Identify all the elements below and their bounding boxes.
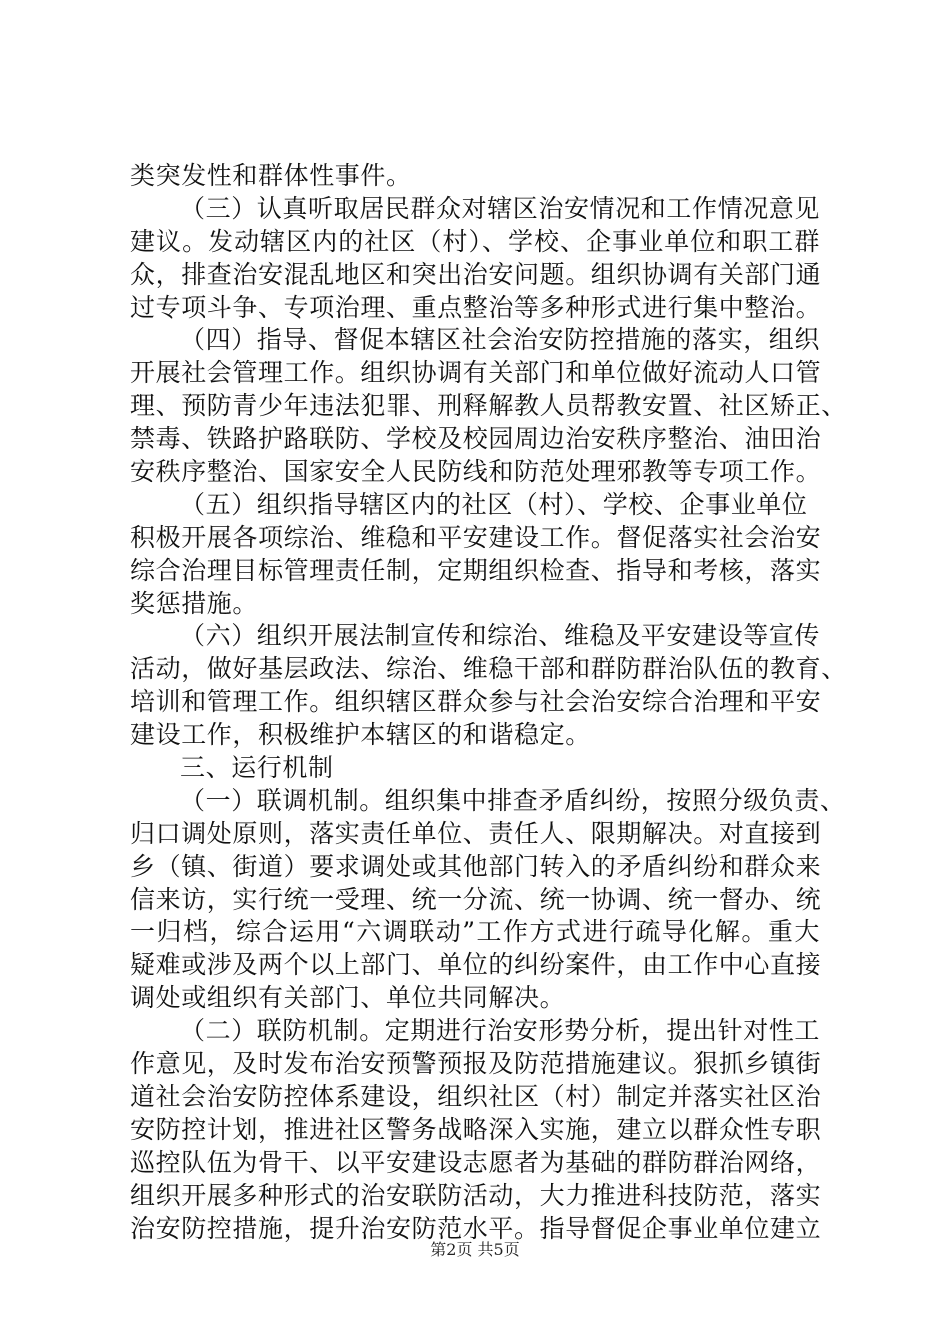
- text-line: 乡（镇、街道）要求调处或其他部门转入的矛盾纠纷和群众来: [130, 851, 822, 881]
- text-line: 安秩序整治、国家安全人民防线和防范处理邪教等专项工作。: [130, 457, 822, 487]
- document-body: [130, 160, 847, 1245]
- text-line: 疑难或涉及两个以上部门、单位的纠纷案件，由工作中心直接: [130, 950, 822, 980]
- text-line: 理、预防青少年违法犯罪、刑释解教人员帮教安置、社区矫正、: [130, 391, 847, 421]
- text-line: 开展社会管理工作。组织协调有关部门和单位做好流动人口管: [130, 358, 822, 388]
- text-line: 调处或组织有关部门、单位共同解决。: [130, 983, 566, 1013]
- text-line: 奖惩措施。: [130, 588, 259, 618]
- text-line: 信来访，实行统一受理、统一分流、统一协调、统一督办、统: [130, 884, 822, 914]
- text-line: （三）认真听取居民群众对辖区治安情况和工作情况意见: [180, 193, 821, 223]
- text-line: 积极开展各项综治、维稳和平安建设工作。督促落实社会治安: [130, 522, 822, 552]
- text-line: 作意见，及时发布治安预警预报及防范措施建议。狠抓乡镇街: [130, 1049, 822, 1079]
- text-line: 道社会治安防控体系建设，组织社区（村）制定并落实社区治: [130, 1081, 822, 1111]
- text-line: 安防控计划，推进社区警务战略深入实施，建立以群众性专职: [130, 1114, 822, 1144]
- page-number-footer: 第2页 共5页: [430, 1240, 520, 1259]
- text-line: （一）联调机制。组织集中排查矛盾纠纷，按照分级负责、: [180, 785, 846, 815]
- text-line: 禁毒、铁路护路联防、学校及校园周边治安秩序整治、油田治: [130, 424, 822, 454]
- text-line: 一归档，综合运用“六调联动”工作方式进行疏导化解。重大: [130, 917, 820, 947]
- text-line: 众，排查治安混乱地区和突出治安问题。组织协调有关部门通: [130, 259, 822, 289]
- text-line: 建设工作，积极维护本辖区的和谐稳定。: [130, 720, 591, 750]
- text-line: （六）组织开展法制宣传和综治、维稳及平安建设等宣传: [180, 621, 821, 651]
- text-line: 类突发性和群体性事件。: [130, 161, 412, 190]
- text-line: 过专项斗争、专项治理、重点整治等多种形式进行集中整治。: [130, 292, 822, 322]
- text-line: （四）指导、督促本辖区社会治安防控措施的落实，组织: [180, 325, 821, 355]
- text-line: 建议。发动辖区内的社区（村）、学校、企事业单位和职工群: [130, 226, 820, 256]
- text-line: （五）组织指导辖区内的社区（村）、学校、企事业单位: [180, 489, 808, 519]
- text-line: （二）联防机制。定期进行治安形势分析，提出针对性工: [180, 1016, 821, 1046]
- text-line: 综合治理目标管理责任制，定期组织检查、指导和考核，落实: [130, 555, 822, 585]
- text-line: 巡控队伍为骨干、以平安建设志愿者为基础的群防群治网络，: [130, 1147, 822, 1177]
- text-line: 组织开展多种形式的治安联防活动，大力推进科技防范，落实: [130, 1180, 822, 1210]
- text-line: 归口调处原则，落实责任单位、责任人、限期解决。对直接到: [130, 818, 822, 848]
- text-line: 培训和管理工作。组织辖区群众参与社会治安综合治理和平安: [130, 687, 822, 717]
- text-line: 治安防控措施，提升治安防范水平。指导督促企事业单位建立: [130, 1213, 822, 1243]
- text-line: 活动，做好基层政法、综治、维稳干部和群防群治队伍的教育、: [130, 654, 847, 684]
- section-heading: 三、运行机制: [180, 753, 334, 783]
